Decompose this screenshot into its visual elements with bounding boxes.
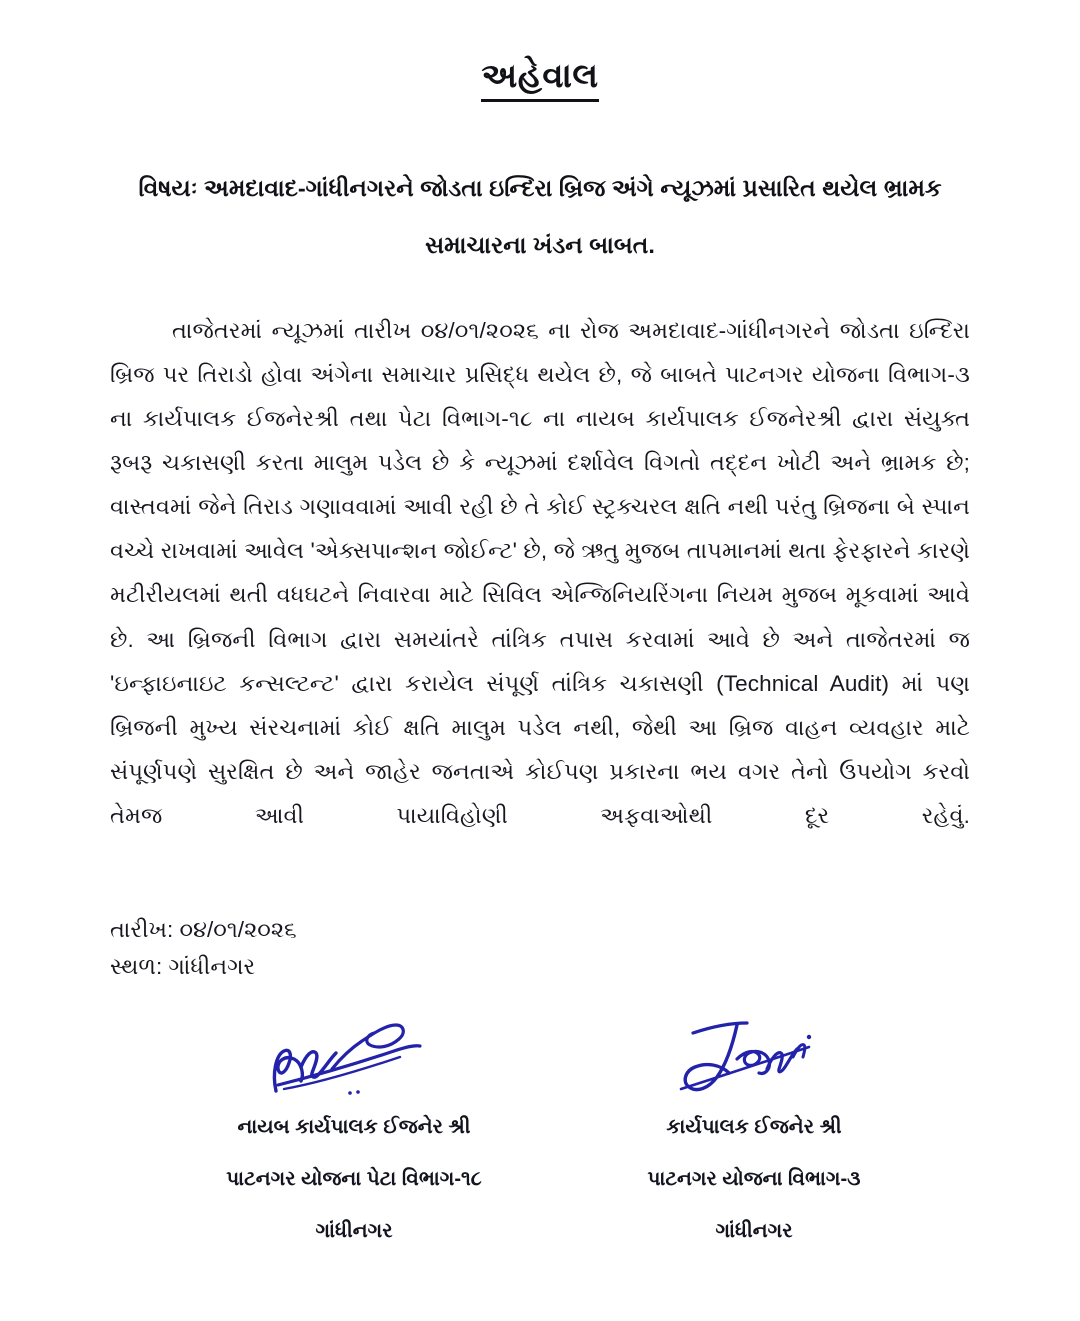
body-paragraph: તાજેતરમાં ન્યૂઝમાં તારીખ ૦૪/૦૧/૨૦૨૬ ના રોજ અમદાવાદ-ગાંધીનગરને જોડતા ઇન્દિરા બ્રિજ પર તિરાડો હોવા અંગેના સમાચાર પ્રસિદ્ધ થયેલ છે, જે બાબતે પાટનગર યોજના વિભાગ-૩ ના કાર્યપાલક ઈજનેરશ્રી તથા પેટા વિભાગ-૧૮ ના નાયબ કાર્યપાલક ઈજનેરશ્રી દ્વારા સંયુક્ત રૂબરૂ ચકાસણી કરતા માલુમ પડેલ છે કે ન્યૂઝમાં દર્શાવેલ વિગતો તદ્દન ખોટી અને ભ્રામક છે; વાસ્તવમાં જેને તિરાડ ગણાવવામાં આવી રહી છે તે કોઈ સ્ટ્રક્ચરલ ક્ષતિ નથી પરંતુ બ્રિજના બે સ્પાન વચ્ચે રાખવામાં આવેલ 'એક્સપાન્શન જોઈન્ટ' છે, જે ઋતુ મુજબ તાપમાનમાં થતા ફેરફારને કારણે મટીરીયલમાં થતી વધઘટને નિવારવા માટે સિવિલ એન્જિનિયરિંગના નિયમ મુજબ મૂકવામાં આવે છે. આ બ્રિજની વિભાગ દ્વારા સમયાંતરે તાંત્રિક તપાસ કરવામાં આવે છે અને તાજેતરમાં જ 'ઇન્ફાઇનાઇટ કન્સલ્ટન્ટ' દ્વારા કરાયેલ સંપૂર્ણ તાંત્રિક ચકાસણી (Technical Audit) માં પણ બ્રિજની મુખ્ય સંરચનામાં કોઈ ક્ષતિ માલુમ પડેલ નથી, જેથી આ બ્રિજ વાહન વ્યવહાર માટે સંપૂર્ણપણે સુરક્ષિત છે અને જાહેર જનતાએ કોઈપણ પ્રકારના ભય વગર તેનો ઉપયોગ કરવો તેમજ આવી પાયાવિહોણી અફવાઓથી દૂર રહેવું. [110,317,970,828]
date-line: તારીખ: ૦૪/૦૧/૨૦૨૬ [110,917,297,943]
signature-block-left [154,1013,554,1257]
handwritten-signature-icon [154,1013,554,1099]
meta-block [110,912,970,985]
subject-block [110,160,970,275]
signatory-department: પાટનગર યોજના પેટા વિભાગ-૧૮ [226,1168,482,1191]
handwritten-signature-icon [554,1013,954,1099]
signatory-department: પાટનગર યોજના વિભાગ-૩ [647,1168,861,1191]
signature-block-right [554,1013,954,1257]
signatory-designation: કાર્યપાલક ઈજનેર શ્રી [666,1116,842,1139]
signatory-place: ગાંધીનગર [715,1220,793,1243]
signatory-designation: નાયબ કાર્યપાલક ઈજનેર શ્રી [237,1116,471,1139]
signature-caption-right [554,1101,954,1257]
place-line: સ્થળ: ગાંધીનગર [110,953,256,979]
page-title [110,0,970,102]
signatory-place: ગાંધીનગર [315,1220,393,1243]
body-block [110,309,970,882]
page-title-text: અહેવાલ [481,56,598,102]
subject-line-first: વિષયઃ અમદાવાદ-ગાંધીનગરને જોડતા ઇન્દિરા બ્રિજ અંગે ન્યૂઝમાં પ્રસારિત થયેલ ભ્રામક [138,174,942,201]
subject-line-second: સમાચારના ખંડન બાબત. [425,232,655,259]
signature-caption-left [154,1101,554,1257]
signature-row [110,1013,970,1257]
